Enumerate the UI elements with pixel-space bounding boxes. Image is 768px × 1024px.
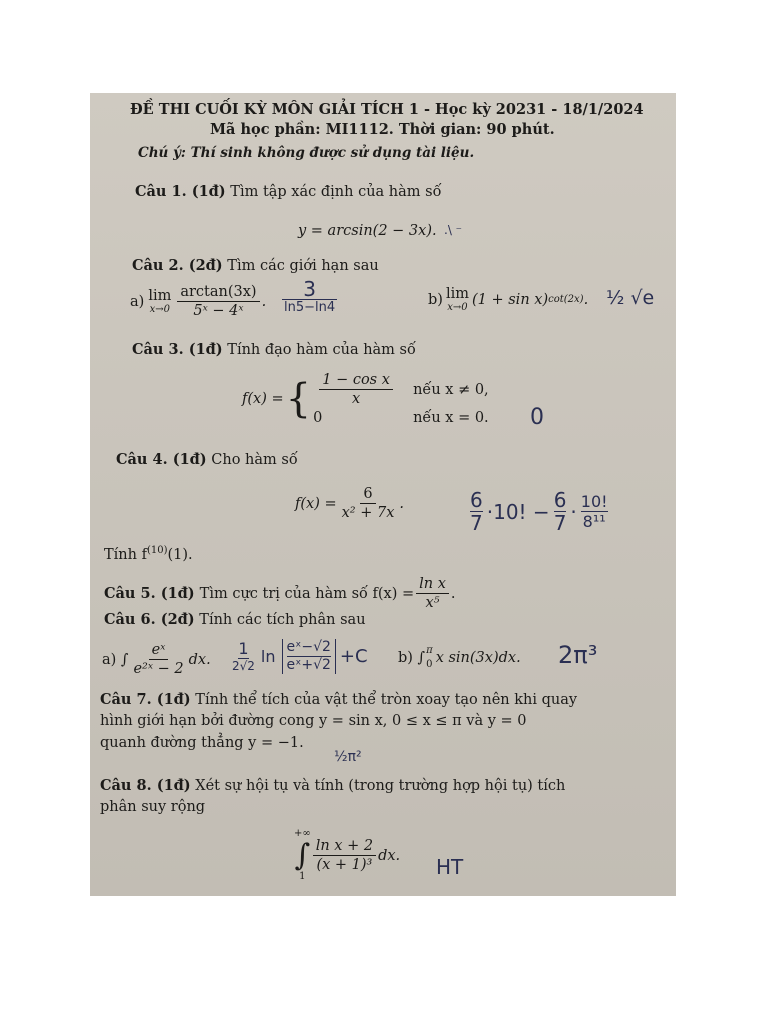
question-4-label: Câu 4. (1đ) [116,451,207,468]
handwritten-q4-frac-2-den: 7 [553,511,567,535]
handwritten-q4-dot: · [570,499,577,524]
question-4-denominator: x² + 7x [341,505,395,522]
handwritten-q2a-denominator: ln5−ln4 [284,300,336,315]
question-2b-lim: lim [445,286,469,302]
handwritten-q6a-coef-num: 1 [238,639,249,658]
handwritten-answer-q2b: ½ √e [606,287,655,309]
handwritten-q4-frac-2 [554,489,567,534]
question-6a-numerator: eˣ [149,641,169,660]
question-6a-prefix: a) ∫ [102,651,129,668]
question-8-integral-sign: ∫ [294,838,311,873]
question-5-text: Tìm cực trị của hàm số f(x) = [199,585,415,602]
question-6a-denominator: e²ˣ − 2 [133,661,184,678]
question-3-case-1-fraction [315,371,397,408]
question-6b-lower: 0 [426,659,433,670]
question-2a-lim: lim [148,288,172,305]
question-3-case-1 [313,371,489,408]
question-3-label: Câu 3. (1đ) [132,341,223,358]
exam-note: Chú ý: Thí sinh không được sử dụng tài liệu. [138,145,475,161]
exam-title: ĐỀ THI CUỐI KỲ MÔN GIẢI TÍCH 1 - Học kỳ 20231 - 18/1/2024 [130,101,644,118]
question-4-text: Cho hàm số [211,452,298,468]
question-7-text-1: Tính thể tích của vật thể tròn xoay tạo nên khi quay [195,692,578,708]
question-2-text: Tìm các giới hạn sau [227,258,379,274]
question-3-case-2 [313,410,489,426]
question-2a-denominator: 5ˣ − 4ˣ [193,303,244,320]
question-2a-limit [148,288,171,315]
question-5-label: Câu 5. (1đ) [104,585,195,603]
question-2a [130,283,266,320]
question-3-case-2-value: 0 [313,410,323,427]
handwritten-q6a-coef [232,639,255,674]
handwritten-answer-q7: ½π² [334,749,362,765]
question-3-cases [313,371,489,426]
question-8-numerator: ln x + 2 [313,837,376,856]
question-1-text: Tìm tập xác định của hàm số [230,184,442,200]
question-4-numerator: 6 [360,485,375,504]
question-1-label: Câu 1. (1đ) [135,183,226,200]
question-8-line-1 [100,777,565,794]
handwritten-q6a-abs-den: eˣ+√2 [286,656,331,673]
question-8-fraction [313,837,376,874]
question-2b-prefix: b) [428,291,443,308]
handwritten-q4-frac-3-num: 10! [580,491,608,511]
exam-subtitle: Mã học phần: MI1112. Thời gian: 90 phút. [210,121,555,138]
handwritten-q4-frac-1-num: 6 [470,488,483,512]
question-4 [116,451,298,468]
handwritten-mark-q1: .\ ⁻ [444,223,463,237]
question-3-formula [242,371,489,426]
handwritten-q2a-numerator: 3 [303,277,316,301]
handwritten-q6a-abs-num: eˣ−√2 [286,639,331,655]
question-5-numerator: ln x [416,575,449,594]
question-8-text-1: Xét sự hội tụ và tính (trong trường hợp hội tụ) tích [195,778,566,794]
question-8-lower: 1 [299,871,306,882]
question-7-line-1 [100,691,577,708]
handwritten-q6a-ln: ln [260,646,276,666]
question-6-text: Tính các tích phân sau [199,612,366,628]
question-8-formula [294,829,400,882]
question-7-line-3: quanh đường thẳng y = −1. [100,735,304,751]
question-6b [398,644,521,672]
question-3 [132,341,416,358]
question-2a-numerator: arctan(3x) [177,283,259,302]
question-5-denominator: x⁵ [425,595,440,612]
question-4-ask-text: Tính f [104,546,147,563]
handwritten-q6a-abs [282,639,336,674]
question-4-ask [104,545,193,563]
handwritten-answer-q4 [470,489,608,534]
question-2b-end: . [583,291,589,308]
question-6-label: Câu 6. (2đ) [104,611,195,628]
question-2a-fraction [177,283,259,320]
question-6a-fraction [130,641,186,678]
handwritten-q4-frac-1 [470,489,483,534]
question-6b-prefix: b) ∫ [398,650,426,666]
handwritten-q4-frac-1-den: 7 [470,511,483,535]
question-3-brace: { [285,375,312,422]
question-1 [135,183,441,200]
handwritten-q4-mid: ·10! − [486,499,550,524]
question-4-ask-end: (1). [167,546,193,563]
handwritten-answer-q6a [232,639,368,674]
question-3-case-1-denominator: x [351,391,361,408]
question-5-fraction [416,575,449,612]
question-8-integral [294,829,311,882]
question-2a-prefix: a) [130,293,145,310]
question-6b-upper: π [426,645,433,656]
question-3-case-1-numerator: 1 − cos x [319,371,393,390]
question-1-formula: y = arcsin(2 − 3x). [298,223,437,239]
question-3-text: Tính đạo hàm của hàm số [227,342,416,358]
question-2-label: Câu 2. (2đ) [132,257,223,274]
question-2a-lim-sub: x→0 [149,304,171,316]
question-3-case-2-condition: nếu x = 0. [413,410,489,427]
question-5 [104,575,456,612]
question-6 [104,611,366,628]
handwritten-answer-q2a [282,279,337,315]
handwritten-q6a-constant: +C [339,645,368,667]
question-4-fraction [339,485,398,522]
question-5-end: . [450,585,456,602]
handwritten-q6a-coef-den: 2√2 [232,659,255,674]
handwritten-q4-frac-3 [581,492,608,531]
question-3-lhs: f(x) = [242,390,284,407]
question-8-end: dx. [378,847,401,864]
question-6b-expression: x sin(3x)dx. [435,650,521,666]
handwritten-answer-q6b: 2π³ [558,641,598,669]
question-2b-limit [446,286,469,313]
handwritten-q4-frac-3-den: 8¹¹ [582,512,606,531]
question-8-line-2: phân suy rộng [100,799,206,815]
question-6a-end: dx. [188,651,211,668]
question-7-label: Câu 7. (1đ) [100,691,191,708]
question-6a [102,641,211,678]
question-7-line-2: hình giới hạn bởi đường cong y = sin x, 0 ≤ x ≤ π và y = 0 [100,713,527,729]
question-4-formula [295,485,404,522]
handwritten-answer-q3: 0 [530,405,544,430]
question-8-label: Câu 8. (1đ) [100,777,191,794]
question-2b [428,286,588,313]
question-4-ask-order: (10) [146,545,168,556]
handwritten-q4-frac-2-num: 6 [553,488,567,512]
question-4-lhs: f(x) = [295,495,337,512]
exam-paper [90,93,676,896]
question-2 [132,257,379,274]
handwritten-answer-q8: HT [436,855,464,879]
question-2b-exponent: cot(2x) [548,294,584,305]
question-6b-bounds [426,644,433,672]
question-2b-expression: (1 + sin x) [471,291,549,308]
question-8-upper: +∞ [294,828,311,839]
question-8-denominator: (x + 1)³ [316,857,373,873]
question-3-case-1-condition: nếu x ≠ 0, [413,381,489,398]
question-2b-lim-sub: x→0 [447,302,468,313]
question-2a-end: . [261,293,267,310]
question-4-end: . [399,495,404,512]
